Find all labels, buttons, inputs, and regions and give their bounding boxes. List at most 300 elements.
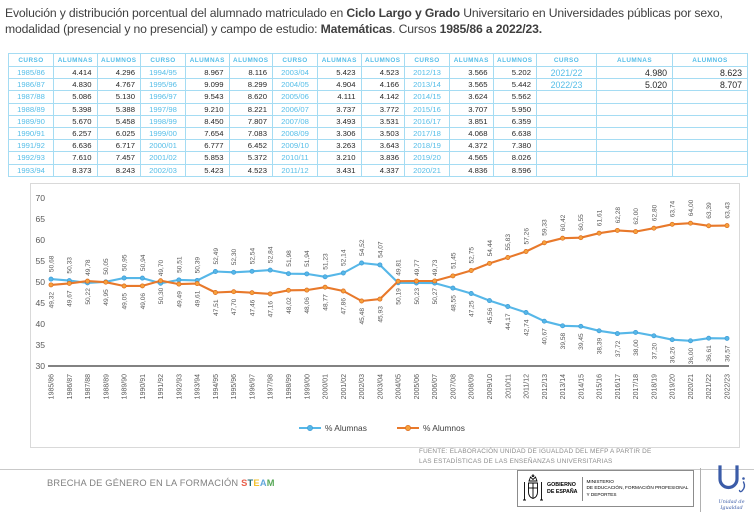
value-cell: 7.380 <box>493 140 537 152</box>
svg-text:37,72: 37,72 <box>614 340 622 358</box>
value-cell: 3.263 <box>318 140 362 152</box>
value-cell: 4.142 <box>361 91 405 103</box>
course-cell: 1992/93 <box>9 152 54 164</box>
value-cell <box>673 140 748 152</box>
value-cell: 6.025 <box>97 127 141 139</box>
svg-text:57,26: 57,26 <box>523 227 531 245</box>
svg-text:2013/14: 2013/14 <box>560 374 568 400</box>
value-cell: 3.565 <box>450 79 494 91</box>
course-cell <box>537 91 597 103</box>
course-cell: 2018/19 <box>405 140 450 152</box>
value-cell <box>597 91 673 103</box>
svg-text:45,56: 45,56 <box>486 307 494 325</box>
course-cell: 2007/08 <box>273 115 318 127</box>
svg-text:38,00: 38,00 <box>633 339 640 356</box>
svg-text:60,55: 60,55 <box>578 214 586 231</box>
svg-text:49,05: 49,05 <box>121 293 129 310</box>
value-cell: 5.130 <box>97 91 141 103</box>
gov-line-2: DE ESPAÑA <box>547 488 578 495</box>
svg-text:47,51: 47,51 <box>212 299 220 317</box>
value-cell: 8.116 <box>229 67 273 79</box>
table-row <box>9 79 748 91</box>
svg-text:49,78: 49,78 <box>84 259 92 276</box>
svg-text:42,74: 42,74 <box>523 319 531 337</box>
table-header-cell: ALUMNAS <box>318 54 362 67</box>
gov-line-1: GOBIERNO <box>547 482 576 489</box>
svg-text:48,77: 48,77 <box>322 294 330 311</box>
value-cell: 4.980 <box>597 67 673 79</box>
value-cell: 3.493 <box>318 115 362 127</box>
table-header-cell: ALUMNAS <box>597 54 673 67</box>
value-cell: 6.777 <box>186 140 230 152</box>
course-cell: 2010/11 <box>273 152 318 164</box>
value-cell: 3.531 <box>361 115 405 127</box>
value-cell: 4.830 <box>54 79 98 91</box>
value-cell: 5.423 <box>186 164 230 176</box>
course-cell: 2019/20 <box>405 152 450 164</box>
svg-text:54,44: 54,44 <box>486 239 494 257</box>
value-cell <box>673 127 748 139</box>
svg-text:1987/88: 1987/88 <box>85 374 92 400</box>
svg-text:37,20: 37,20 <box>651 342 659 360</box>
svg-text:1996/97: 1996/97 <box>249 374 257 400</box>
value-cell: 3.737 <box>318 103 362 115</box>
unidad-igualdad-logo-icon <box>713 464 751 496</box>
course-cell: 1998/99 <box>141 115 186 127</box>
enrollment-table <box>8 53 748 177</box>
value-cell: 5.853 <box>186 152 230 164</box>
svg-text:1995/96: 1995/96 <box>231 374 239 400</box>
value-cell: 8.707 <box>673 79 748 91</box>
svg-text:38,39: 38,39 <box>596 337 604 355</box>
value-cell: 8.026 <box>493 152 537 164</box>
svg-text:% Alumnas: % Alumnas <box>325 423 367 433</box>
value-cell <box>597 164 673 176</box>
value-cell: 3.306 <box>318 127 362 139</box>
course-cell: 1988/89 <box>9 103 54 115</box>
svg-text:50,94: 50,94 <box>139 254 147 272</box>
course-cell: 2021/22 <box>537 67 597 79</box>
alumnos-data-labels <box>48 199 731 324</box>
value-cell: 6.638 <box>493 127 537 139</box>
course-cell: 2002/03 <box>141 164 186 176</box>
course-cell: 1986/87 <box>9 79 54 91</box>
value-cell: 3.503 <box>361 127 405 139</box>
value-cell: 9.099 <box>186 79 230 91</box>
course-cell: 2012/13 <box>405 67 450 79</box>
svg-text:54,52: 54,52 <box>359 239 366 256</box>
course-cell: 2015/16 <box>405 103 450 115</box>
svg-text:65: 65 <box>35 214 45 224</box>
svg-text:52,75: 52,75 <box>468 246 476 264</box>
table-header-cell: CURSO <box>537 54 597 67</box>
svg-text:50,23: 50,23 <box>413 288 421 305</box>
value-cell: 6.452 <box>229 140 273 152</box>
value-cell: 5.423 <box>318 67 362 79</box>
table-header-cell: ALUMNAS <box>186 54 230 67</box>
course-cell <box>537 115 597 127</box>
course-cell: 2003/04 <box>273 67 318 79</box>
course-cell: 2020/21 <box>405 164 450 176</box>
svg-text:36,26: 36,26 <box>669 346 677 364</box>
value-cell <box>597 140 673 152</box>
svg-text:2017/18: 2017/18 <box>633 374 641 400</box>
svg-text:47,86: 47,86 <box>340 298 348 315</box>
equality-unit-logo <box>709 464 754 520</box>
alumnas-data-labels <box>48 239 731 364</box>
value-cell: 8.243 <box>97 164 141 176</box>
svg-text:1991/92: 1991/92 <box>158 374 166 400</box>
svg-text:62,00: 62,00 <box>633 208 640 225</box>
gov-divider <box>582 477 583 501</box>
alumnas-series <box>49 261 729 343</box>
course-cell: 2006/07 <box>273 103 318 115</box>
value-cell: 3.210 <box>318 152 362 164</box>
value-cell: 6.717 <box>97 140 141 152</box>
course-cell: 1993/94 <box>9 164 54 176</box>
value-cell: 3.851 <box>450 115 494 127</box>
title-segment: Matemáticas <box>320 22 393 37</box>
value-cell: 9.210 <box>186 103 230 115</box>
unit-caption-2: Igualdad <box>720 505 743 512</box>
table-header-cell: ALUMNOS <box>97 54 141 67</box>
value-cell <box>673 152 748 164</box>
svg-text:59,33: 59,33 <box>541 219 549 236</box>
value-cell: 8.373 <box>54 164 98 176</box>
value-cell: 4.337 <box>361 164 405 176</box>
steam-letter: A <box>259 478 267 488</box>
course-cell: 1997/98 <box>141 103 186 115</box>
value-cell: 3.431 <box>318 164 362 176</box>
svg-text:60: 60 <box>35 235 45 245</box>
table-row <box>9 127 748 139</box>
table-header-cell: CURSO <box>273 54 318 67</box>
svg-text:1988/89: 1988/89 <box>103 374 111 400</box>
value-cell: 4.166 <box>361 79 405 91</box>
steam-letter: E <box>253 478 260 488</box>
value-cell <box>673 115 748 127</box>
course-cell: 2005/06 <box>273 91 318 103</box>
svg-text:49,77: 49,77 <box>413 259 421 276</box>
svg-text:51,94: 51,94 <box>304 250 312 267</box>
svg-text:1993/94: 1993/94 <box>194 374 202 400</box>
svg-text:2003/04: 2003/04 <box>377 374 385 400</box>
svg-text:49,67: 49,67 <box>66 290 74 307</box>
svg-text:52,54: 52,54 <box>249 247 257 265</box>
svg-text:2012/13: 2012/13 <box>541 374 549 400</box>
course-cell: 2009/10 <box>273 140 318 152</box>
steam-letter: T <box>247 478 254 488</box>
value-cell: 5.442 <box>493 79 537 91</box>
svg-text:1999/00: 1999/00 <box>304 374 312 400</box>
value-cell <box>673 103 748 115</box>
table-row <box>9 67 748 79</box>
svg-text:2002/03: 2002/03 <box>359 374 367 400</box>
svg-text:45: 45 <box>35 298 45 308</box>
y-axis-labels <box>35 193 45 371</box>
value-cell: 4.372 <box>450 140 494 152</box>
course-cell <box>537 103 597 115</box>
value-cell <box>597 152 673 164</box>
course-cell: 1996/97 <box>141 91 186 103</box>
svg-text:45,48: 45,48 <box>359 308 366 325</box>
chart-legend <box>299 423 465 433</box>
table-header-cell: ALUMNAS <box>54 54 98 67</box>
svg-text:39,45: 39,45 <box>578 333 586 350</box>
svg-text:2022/23: 2022/23 <box>724 374 732 400</box>
spain-coat-of-arms-icon <box>522 474 544 504</box>
value-cell: 9.543 <box>186 91 230 103</box>
value-cell: 8.596 <box>493 164 537 176</box>
svg-text:2018/19: 2018/19 <box>651 374 659 400</box>
svg-text:50,30: 50,30 <box>158 287 165 305</box>
svg-text:52,84: 52,84 <box>267 246 275 264</box>
svg-text:50,39: 50,39 <box>194 256 202 274</box>
value-cell: 4.296 <box>97 67 141 79</box>
course-cell <box>537 164 597 176</box>
svg-text:2020/21: 2020/21 <box>688 374 695 400</box>
value-cell: 7.610 <box>54 152 98 164</box>
svg-text:30: 30 <box>35 361 45 371</box>
table-header-cell: ALUMNOS <box>673 54 748 67</box>
svg-text:47,70: 47,70 <box>231 298 239 316</box>
value-cell: 7.083 <box>229 127 273 139</box>
svg-text:2010/11: 2010/11 <box>505 374 513 399</box>
svg-text:50,33: 50,33 <box>66 257 74 274</box>
value-cell: 4.904 <box>318 79 362 91</box>
svg-text:1990/91: 1990/91 <box>139 374 147 400</box>
svg-text:2011/12: 2011/12 <box>523 374 531 399</box>
value-cell: 3.836 <box>361 152 405 164</box>
svg-text:48,06: 48,06 <box>304 297 312 314</box>
course-cell: 2013/14 <box>405 79 450 91</box>
svg-text:2015/16: 2015/16 <box>596 374 604 400</box>
svg-text:47,46: 47,46 <box>249 299 257 317</box>
title-segment: Evolución y distribución porcentual del alumnado matriculado en <box>5 6 347 20</box>
table-header-cell: ALUMNOS <box>229 54 273 67</box>
svg-text:40: 40 <box>35 319 45 329</box>
table-header-cell: CURSO <box>141 54 186 67</box>
ministry-line-2: DE EDUCACIÓN, FORMACIÓN PROFESIONAL <box>586 485 689 491</box>
line-chart <box>31 184 737 445</box>
ministry-line-3: Y DEPORTES <box>586 491 617 497</box>
course-cell: 2004/05 <box>273 79 318 91</box>
title-segment: Universitario en Universidades públicas por sexo, modalidad (presencial y no presencial) y campo de estudio: <box>5 6 723 37</box>
svg-text:50,19: 50,19 <box>395 288 403 305</box>
value-cell <box>673 164 748 176</box>
svg-text:48,55: 48,55 <box>450 295 458 312</box>
value-cell: 8.623 <box>673 67 748 79</box>
value-cell: 5.202 <box>493 67 537 79</box>
svg-text:49,70: 49,70 <box>158 259 165 277</box>
table-row <box>9 115 748 127</box>
value-cell: 3.643 <box>361 140 405 152</box>
course-cell: 1985/86 <box>9 67 54 79</box>
svg-text:50,68: 50,68 <box>48 255 56 273</box>
value-cell: 4.523 <box>229 164 273 176</box>
course-cell: 1990/91 <box>9 127 54 139</box>
svg-text:70: 70 <box>35 193 45 203</box>
table-header-cell: ALUMNOS <box>493 54 537 67</box>
course-cell <box>537 140 597 152</box>
svg-text:2021/22: 2021/22 <box>706 374 714 400</box>
value-cell: 6.636 <box>54 140 98 152</box>
svg-text:50,22: 50,22 <box>84 288 92 305</box>
title-segment: 1985/86 a 2022/23. <box>439 22 542 37</box>
svg-text:47,16: 47,16 <box>267 300 275 318</box>
course-cell: 2017/18 <box>405 127 450 139</box>
equality-unit-caption <box>709 499 754 512</box>
table-header-cell: CURSO <box>405 54 450 67</box>
svg-text:54,07: 54,07 <box>377 241 385 258</box>
course-cell: 1991/92 <box>9 140 54 152</box>
value-cell: 8.299 <box>229 79 273 91</box>
svg-text:62,28: 62,28 <box>614 206 622 224</box>
value-cell: 7.807 <box>229 115 273 127</box>
svg-text:1994/95: 1994/95 <box>212 374 220 400</box>
source-note <box>419 447 651 466</box>
svg-text:39,58: 39,58 <box>560 332 567 350</box>
campaign-text: BRECHA DE GÉNERO EN LA FORMACIÓN <box>47 478 242 488</box>
course-cell: 1994/95 <box>141 67 186 79</box>
value-cell <box>597 103 673 115</box>
value-cell: 4.111 <box>318 91 362 103</box>
value-cell: 5.950 <box>493 103 537 115</box>
value-cell: 7.457 <box>97 152 141 164</box>
page-title <box>5 5 752 38</box>
svg-text:52,49: 52,49 <box>212 247 220 265</box>
svg-text:60,42: 60,42 <box>560 214 567 232</box>
steam-letter: M <box>266 478 275 488</box>
svg-text:1986/87: 1986/87 <box>66 374 74 400</box>
course-cell: 1989/90 <box>9 115 54 127</box>
table-row <box>9 103 748 115</box>
value-cell <box>673 91 748 103</box>
svg-text:61,61: 61,61 <box>596 209 604 227</box>
svg-text:47,25: 47,25 <box>468 300 476 318</box>
course-cell: 2014/15 <box>405 91 450 103</box>
svg-text:50: 50 <box>35 277 45 287</box>
title-segment: . Cursos <box>392 22 440 37</box>
svg-text:36,57: 36,57 <box>724 345 732 362</box>
value-cell: 8.620 <box>229 91 273 103</box>
source-line-1: FUENTE: ELABORACIÓN UNIDAD DE IGUALDAD DEL MEFP A PARTIR DE <box>419 448 652 455</box>
value-cell: 8.450 <box>186 115 230 127</box>
svg-text:63,39: 63,39 <box>706 202 714 219</box>
table-header-cell: ALUMNAS <box>450 54 494 67</box>
svg-text:36,61: 36,61 <box>706 345 714 362</box>
value-cell: 5.020 <box>597 79 673 91</box>
value-cell: 6.257 <box>54 127 98 139</box>
course-cell: 1995/96 <box>141 79 186 91</box>
unit-caption-1: Unidad de <box>718 499 745 505</box>
value-cell: 8.221 <box>229 103 273 115</box>
x-axis-labels <box>49 374 732 399</box>
value-cell: 5.398 <box>54 103 98 115</box>
svg-text:2009/10: 2009/10 <box>487 374 494 400</box>
value-cell: 5.458 <box>97 115 141 127</box>
alumnos-series <box>49 221 729 303</box>
value-cell: 5.372 <box>229 152 273 164</box>
svg-text:52,14: 52,14 <box>340 249 348 266</box>
svg-text:2006/07: 2006/07 <box>432 374 440 400</box>
svg-text:49,73: 49,73 <box>432 259 440 277</box>
svg-text:62,80: 62,80 <box>651 204 659 222</box>
svg-text:49,95: 49,95 <box>103 289 111 306</box>
svg-text:35: 35 <box>35 340 45 350</box>
svg-text:49,06: 49,06 <box>139 292 147 310</box>
table-header-cell: CURSO <box>9 54 54 67</box>
svg-text:49,81: 49,81 <box>395 259 403 276</box>
course-cell: 2022/23 <box>537 79 597 91</box>
svg-text:52,30: 52,30 <box>231 248 239 266</box>
svg-text:55: 55 <box>35 256 45 266</box>
svg-text:2019/20: 2019/20 <box>669 374 677 400</box>
svg-text:45,93: 45,93 <box>377 306 385 323</box>
svg-text:1985/86: 1985/86 <box>48 374 56 400</box>
value-cell: 5.670 <box>54 115 98 127</box>
svg-text:51,23: 51,23 <box>322 253 330 270</box>
table-row <box>9 91 748 103</box>
svg-text:1997/98: 1997/98 <box>267 374 275 400</box>
ministry-line-1: MINISTERIO <box>586 479 614 485</box>
svg-text:50,51: 50,51 <box>176 256 184 273</box>
svg-text:44,17: 44,17 <box>505 313 513 331</box>
svg-text:48,02: 48,02 <box>285 297 293 314</box>
course-cell: 1999/00 <box>141 127 186 139</box>
svg-text:1998/99: 1998/99 <box>286 374 293 400</box>
value-cell: 5.086 <box>54 91 98 103</box>
campaign-title <box>47 478 275 488</box>
svg-text:51,98: 51,98 <box>285 250 293 267</box>
value-cell: 5.388 <box>97 103 141 115</box>
value-cell: 3.566 <box>450 67 494 79</box>
value-cell: 4.565 <box>450 152 494 164</box>
svg-text:50,95: 50,95 <box>121 254 129 271</box>
svg-text:36,00: 36,00 <box>687 347 695 365</box>
svg-text:1992/93: 1992/93 <box>176 374 184 400</box>
course-cell: 1987/88 <box>9 91 54 103</box>
svg-text:2007/08: 2007/08 <box>450 374 458 400</box>
svg-text:1989/90: 1989/90 <box>121 374 129 400</box>
svg-text:2005/06: 2005/06 <box>413 374 421 400</box>
table-header-cell: ALUMNOS <box>361 54 405 67</box>
svg-text:49,32: 49,32 <box>48 291 56 309</box>
title-segment: Ciclo Largo y Grado <box>346 6 460 20</box>
value-cell: 4.068 <box>450 127 494 139</box>
value-cell: 3.772 <box>361 103 405 115</box>
course-cell: 2000/01 <box>141 140 186 152</box>
svg-text:50,27: 50,27 <box>432 287 440 305</box>
svg-text:% Alumnos: % Alumnos <box>423 423 465 433</box>
svg-text:55,83: 55,83 <box>505 233 513 251</box>
table-row <box>9 152 748 164</box>
value-cell: 4.836 <box>450 164 494 176</box>
logo-separator <box>700 468 701 512</box>
svg-text:50,05: 50,05 <box>103 258 111 275</box>
svg-text:2016/17: 2016/17 <box>614 374 622 400</box>
steam-letters <box>241 478 275 488</box>
svg-text:49,49: 49,49 <box>176 291 184 308</box>
course-cell <box>537 127 597 139</box>
government-logo <box>517 470 694 507</box>
svg-text:64,00: 64,00 <box>687 199 695 217</box>
value-cell: 4.414 <box>54 67 98 79</box>
svg-text:51,45: 51,45 <box>450 252 458 269</box>
course-cell: 2008/09 <box>273 127 318 139</box>
table-row <box>9 140 748 152</box>
svg-text:63,43: 63,43 <box>724 202 732 219</box>
